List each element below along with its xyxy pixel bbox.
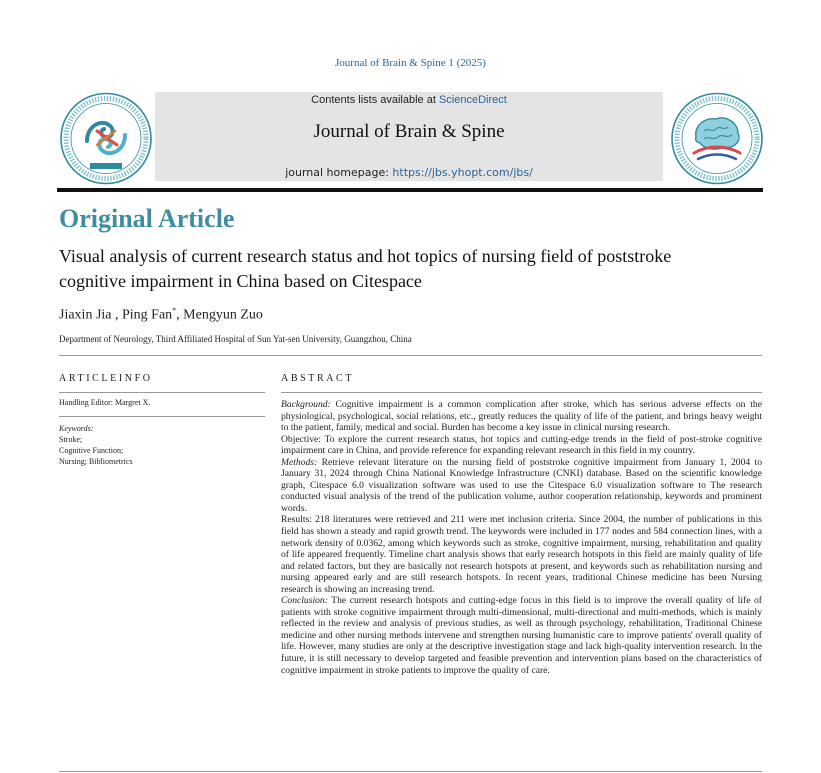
keywords-block xyxy=(59,423,133,467)
background-text: Cognitive impairment is a common complication after stroke, which has serious adverse effects on the physiological, psychological, social relations, etc., greatly reduces the quality of life of the patient, and brings heavy weight to the patient, family, medical and social. Burden has become a key issue in clinical nursing research. xyxy=(281,399,762,434)
methods-label: Methods: xyxy=(281,456,318,468)
abstract-body xyxy=(281,399,762,676)
contents-available-line xyxy=(155,94,663,106)
keyword-item: Stroke; xyxy=(59,435,83,444)
background-label: Background: xyxy=(281,399,331,410)
masthead-divider xyxy=(57,188,763,192)
article-info-heading: ARTICLEINFO xyxy=(59,373,153,384)
abstract-background xyxy=(281,399,762,434)
abstract-results: Results: 218 literatures were retrieved and 211 were met inclusion criteria. Since 2004, the number of publications in this field has shown a steady and rapid growth trend. The keywords were included in 177 nodes and 584 connection lines, with a network density of 0.0362, among which keywords such as stroke, cognitive impairment, nursing, rehabilitation and quality of life appeared frequently. Timeline chart analysis shows that early research hotspots in this field are mainly quality of life and related factors, but they are basically not research hotspots at present, and keywords such as rehabilitation nursing and nursing appeared early and are still research hotspots. In recent years, traditional Chinese medicine has been Nursing research is showing an increasing trend. xyxy=(281,514,762,595)
abstract-objective: Objective: To explore the current research status, hot topics and cutting-edge trends in the field of post-stroke cognitive impairment care in China, and provide reference for expanding relevant research in this field in my country. xyxy=(281,433,762,457)
sciencedirect-link[interactable]: ScienceDirect xyxy=(438,94,507,106)
abstract-heading: ABSTRACT xyxy=(281,373,355,384)
abstract-methods xyxy=(281,457,762,515)
author-list xyxy=(59,306,263,324)
brain-journal-seal-icon xyxy=(668,91,766,186)
journal-citation: Journal of Brain & Spine 1 (2025) xyxy=(335,57,486,69)
keyword-item: Nursing; Bibliometrics xyxy=(59,457,133,466)
header-divider xyxy=(59,355,762,356)
journal-homepage-line xyxy=(155,166,663,179)
author-affiliation: Department of Neurology, Third Affiliated Hospital of Sun Yat-sen University, Guangzhou, China xyxy=(59,334,412,344)
authors-rest: , Mengyun Zuo xyxy=(176,307,263,323)
article-info-divider-2 xyxy=(59,416,265,417)
abstract-divider xyxy=(281,392,762,393)
hospital-seal-icon xyxy=(57,91,155,186)
keyword-item: Cognitive Function; xyxy=(59,446,124,455)
article-title: Visual analysis of current research status and hot topics of nursing field of poststroke cognitive impairment in China based on Citespace xyxy=(59,246,672,291)
contents-prefix: Contents lists available at xyxy=(311,94,439,106)
article-type-label: Original Article xyxy=(59,204,235,233)
methods-text: Retrieve relevant literature on the nursing field of poststroke cognitive impairment from January 1, 2004 to January 31, 2024 through China National Knowledge Infrastructure (CNKI) database. Based on the scientific knowledge graph, Citespace 6.0 visualization software was used to use the Citespace 6.0 visualization software to The research conducted visual analysis of the trend of the publication volume, author cooperation relationship, keywords and prominent words. xyxy=(281,456,762,514)
handling-editor: Handling Editor: Margret X. xyxy=(59,398,151,407)
homepage-prefix: journal homepage: xyxy=(285,166,393,179)
conclusion-label: Conclusion: xyxy=(281,595,328,607)
article-info-divider xyxy=(59,392,265,393)
keywords-label: Keywords: xyxy=(59,424,94,433)
abstract-conclusion xyxy=(281,595,762,676)
corresponding-author-mark: * xyxy=(172,306,177,315)
homepage-link[interactable]: https://jbs.yhopt.com/jbs/ xyxy=(392,166,533,179)
footer-divider xyxy=(59,771,762,772)
authors-first: Jiaxin Jia , Ping Fan xyxy=(59,307,173,323)
conclusion-text: The current research hotspots and cutting-edge focus in this field is to improve the overall quality of life of patients with stroke cognitive impairment through multi-dimensional, multi-directional and multi-methods, which is mainly reflected in the review and analysis of previous studies, as well as through psychology, rehabilitation, Traditional Chinese medicine and other nursing methods intervene and strengthen nursing humanistic care to improve patients' overall quality of life. However, many studies are only at the descriptive investigation stage and lack high-quality intervention research. In the future, it is still necessary to develop targeted and feasible prevention and intervention plans based on the characteristics of cognitive impairment in stroke patients to improve the quality of care. xyxy=(281,595,762,676)
journal-title: Journal of Brain & Spine xyxy=(313,121,505,142)
